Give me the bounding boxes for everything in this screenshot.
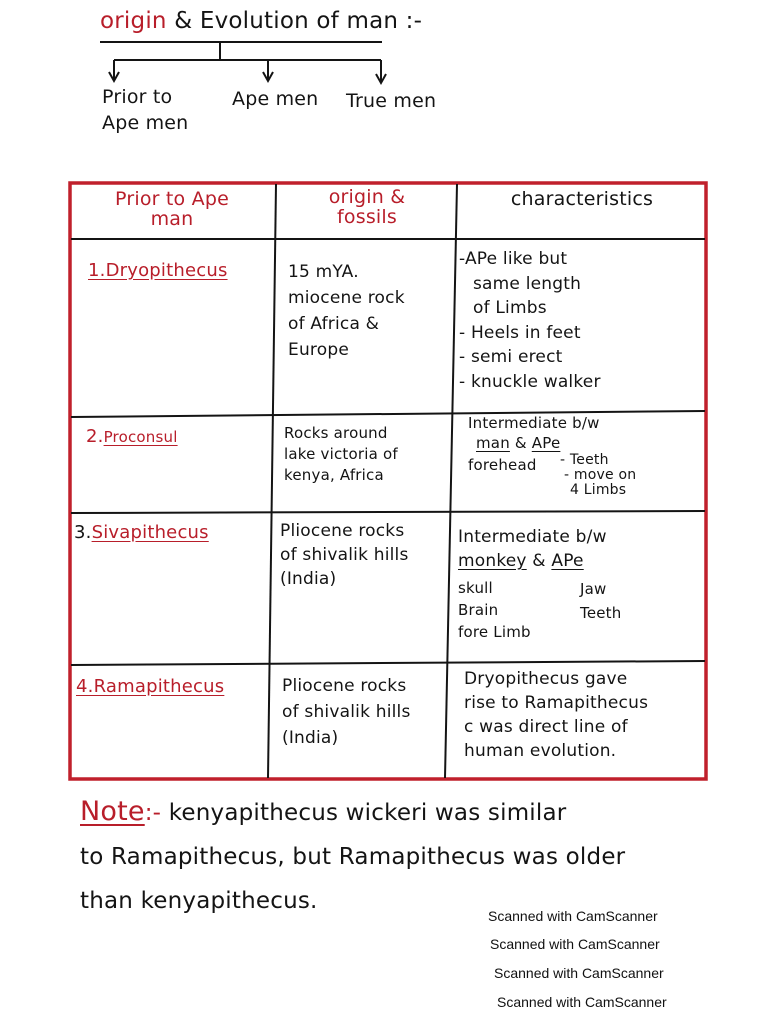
header-origin-fossils: origin & fossils	[328, 186, 406, 228]
row-origin-dryopithecus: 15 mYA. miocene rock of Africa & Europe	[288, 262, 405, 360]
title-rest: & Evolution of man :-	[166, 8, 423, 34]
note-line-3: than kenyapithecus.	[80, 888, 318, 914]
row-origin-proconsul: Rocks around lake victoria of kenya, Africa	[284, 424, 398, 484]
title-underline	[100, 41, 382, 43]
evolution-table	[68, 181, 708, 781]
header-prior-to-ape-man: Prior to Ape man	[115, 188, 229, 230]
row-origin-ramapithecus: Pliocene rocks of shivalik hills (India)	[282, 676, 411, 748]
row-characteristics-dryopithecus: -APe like but same length of Limbs - Heels in feet - semi erect - knuckle walker	[459, 249, 601, 392]
page-title	[100, 8, 422, 34]
row-name-sivapithecus: 3.Sivapithecus	[74, 522, 209, 543]
row-name-dryopithecus: 1.Dryopithecus	[88, 260, 228, 281]
title-origin: origin	[100, 8, 167, 34]
branch-true-men: True men	[346, 90, 437, 112]
row-characteristics-sivapithecus: Intermediate b/w monkey & APe skull Brain fore Limb Jaw Teeth	[458, 527, 622, 641]
row-name-proconsul: 2.Proconsul	[86, 426, 178, 447]
note-line-2: to Ramapithecus, but Ramapithecus was older	[80, 844, 626, 870]
branch-prior-to-ape-men: Prior to Ape men	[102, 86, 189, 134]
note-line-1: kenyapithecus wickeri was similar	[168, 800, 567, 826]
watermark-3: Scanned with CamScanner	[494, 965, 664, 981]
row-origin-sivapithecus: Pliocene rocks of shivalik hills (India)	[280, 521, 409, 589]
watermark-4: Scanned with CamScanner	[497, 994, 667, 1010]
row-name-ramapithecus: 4.Ramapithecus	[76, 676, 225, 697]
note-label: Note	[80, 796, 145, 827]
watermark-2: Scanned with CamScanner	[490, 936, 660, 952]
branch-ape-men: Ape men	[232, 88, 319, 110]
header-characteristics: characteristics	[510, 188, 654, 210]
watermark-1: Scanned with CamScanner	[488, 908, 658, 924]
note-section: Note:- kenyapithecus wickeri was similar to Ramapithecus, but Ramapithecus was older than kenyapithecus.	[80, 790, 720, 923]
row-characteristics-proconsul: Intermediate b/w man & APe forehead - Teeth - move on 4 Limbs	[468, 414, 637, 498]
row-characteristics-ramapithecus: Dryopithecus gave rise to Ramapithecus c was direct line of human evolution.	[464, 669, 649, 761]
